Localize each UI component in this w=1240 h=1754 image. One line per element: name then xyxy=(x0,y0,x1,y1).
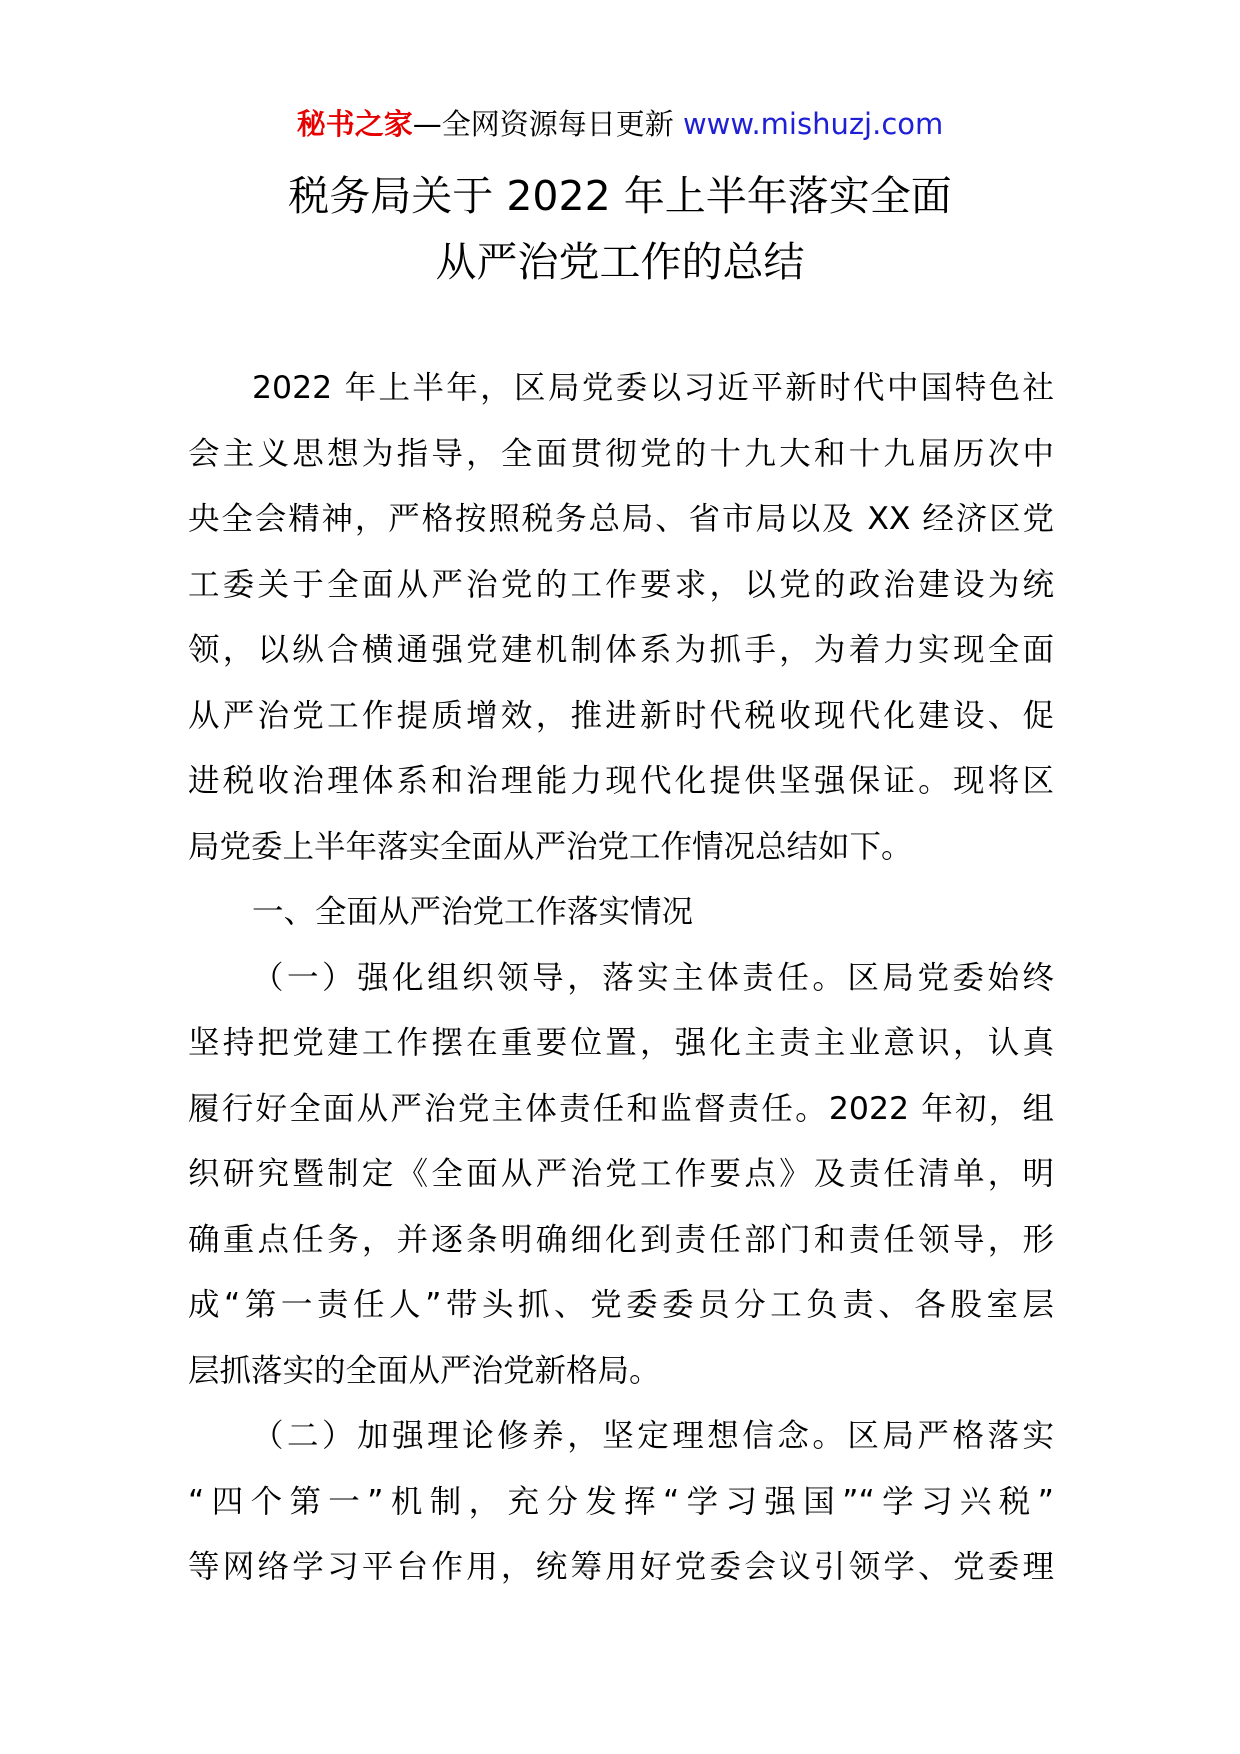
title-line-1: 税务局关于 2022 年上半年落实全面 xyxy=(288,172,952,220)
document-body xyxy=(188,356,1054,1601)
body-line: 成“第一责任人”带头抓、党委委员分工负责、各股室层 xyxy=(188,1287,1054,1323)
body-line: 局党委上半年落实全面从严治党工作情况总结如下。 xyxy=(188,828,913,865)
body-line: 等网络学习平台作用，统筹用好党委会议引领学、党委理 xyxy=(188,1549,1054,1585)
body-line: 履行好全面从严治党主体责任和监督责任。2022 年初，组 xyxy=(188,1090,1054,1127)
body-line: 领，以纵合横通强党建机制体系为抓手，为着力实现全面 xyxy=(188,632,1054,668)
body-line: （二）加强理论修养，坚定理想信念。区局严格落实 xyxy=(252,1418,1054,1454)
body-line: 层抓落实的全面从严治党新格局。 xyxy=(188,1352,661,1389)
body-line: 会主义思想为指导，全面贯彻党的十九大和十九届历次中 xyxy=(188,435,1054,472)
body-line: 确重点任务，并逐条明确细化到责任部门和责任领导，形 xyxy=(188,1221,1054,1258)
site-link[interactable]: www.mishuzj.com xyxy=(682,107,944,141)
title-line-2: 从严治党工作的总结 xyxy=(435,238,805,286)
body-line: 织研究暨制定《全面从严治党工作要点》及责任清单，明 xyxy=(188,1156,1054,1192)
body-line: （一）强化组织领导，落实主体责任。区局党委始终 xyxy=(252,959,1054,996)
body-line: 工委关于全面从严治党的工作要求，以党的政治建设为统 xyxy=(188,566,1054,603)
document-title xyxy=(0,163,1240,295)
body-line: 坚持把党建工作摆在重要位置，强化主责主业意识，认真 xyxy=(188,1025,1054,1061)
body-line: 进税收治理体系和治理能力现代化提供坚强保证。现将区 xyxy=(188,763,1054,799)
body-line: 从严治党工作提质增效，推进新时代税收现代化建设、促 xyxy=(188,697,1054,734)
body-line: 2022 年上半年，区局党委以习近平新时代中国特色社 xyxy=(252,370,1054,406)
body-line: “四个第一”机制，充分发挥“学习强国”“学习兴税” xyxy=(188,1483,1054,1520)
brand-name: 秘书之家 xyxy=(296,107,413,141)
header-tagline: —全网资源每日更新 xyxy=(412,107,683,141)
watermark-header xyxy=(0,100,1240,148)
body-line: 央全会精神，严格按照税务总局、省市局以及 XX 经济区党 xyxy=(188,501,1054,537)
section-heading: 一、全面从严治党工作落实情况 xyxy=(252,894,694,930)
